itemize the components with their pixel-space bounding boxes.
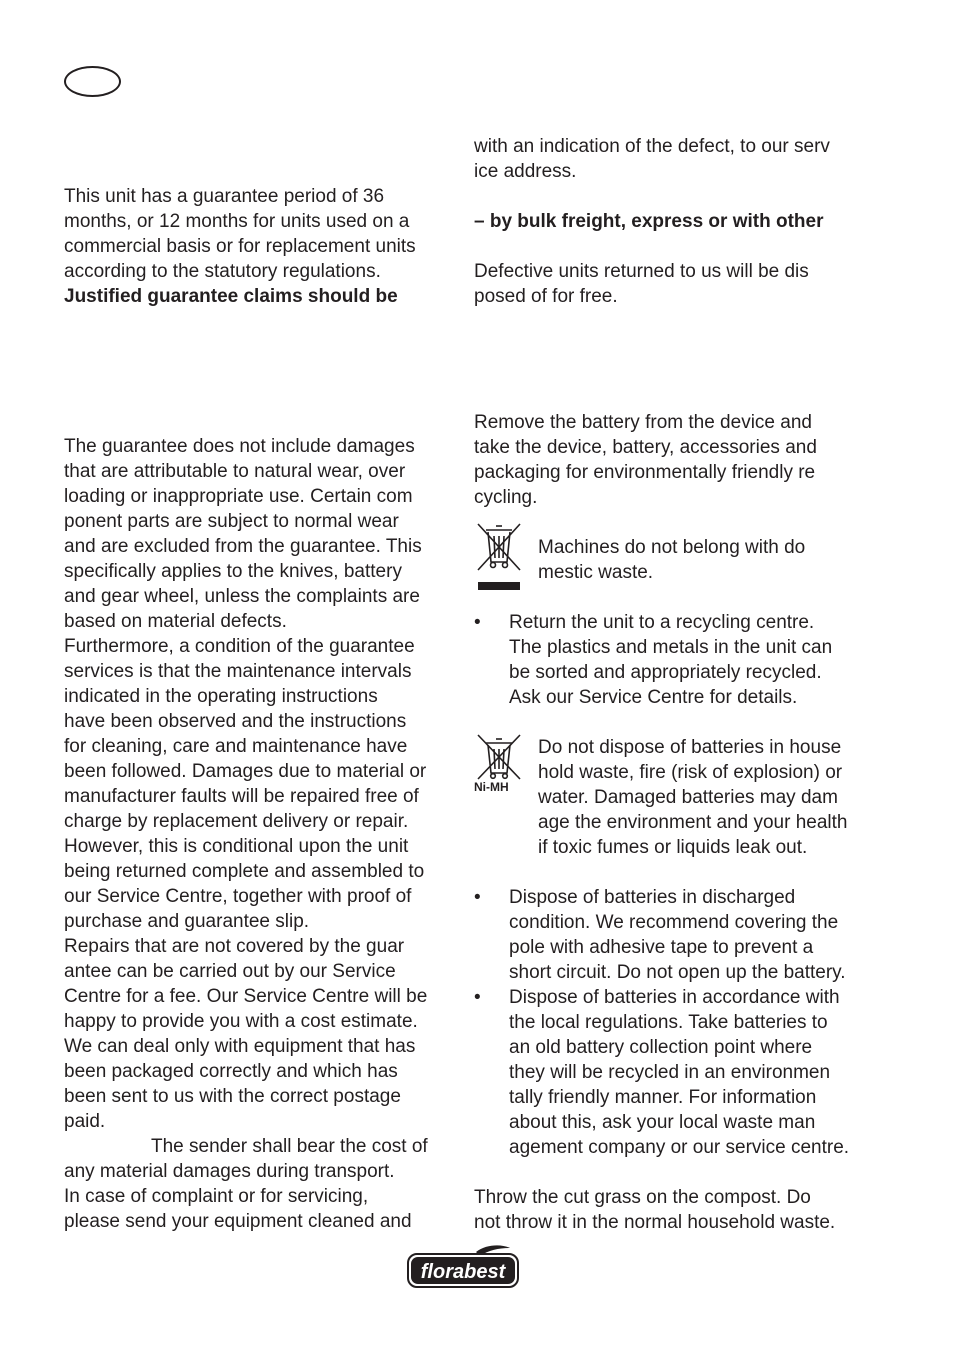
text-line: paid. <box>64 1111 106 1132</box>
text-line: Furthermore, a condition of the guarantee <box>64 636 415 657</box>
text-line: charge by replacement delivery or repair. <box>64 811 409 832</box>
text-line: mestic waste. <box>538 562 654 583</box>
text-line: not throw it in the normal household waste. <box>474 1212 836 1233</box>
text-line: specifically applies to the knives, battery <box>64 561 402 582</box>
text-line: Repairs that are not covered by the guar <box>64 936 405 957</box>
bullet-dot: • <box>474 987 481 1008</box>
text-line: water. Damaged batteries may dam <box>538 787 838 808</box>
text-line: for cleaning, care and maintenance have <box>64 736 408 757</box>
text-line: age the environment and your health <box>538 812 848 833</box>
text-line: our Service Centre, together with proof of <box>64 886 412 907</box>
text-line: with an indication of the defect, to our serv <box>474 136 830 157</box>
text-line: please send your equipment cleaned and <box>64 1211 412 1232</box>
weee-bin-icon <box>474 520 524 597</box>
text-line: loading or inappropriate use. Certain com <box>64 486 413 507</box>
bullet-line: agement company or our service centre. <box>509 1137 850 1158</box>
text-line: services is that the maintenance intervals <box>64 661 412 682</box>
text-line: been followed. Damages due to material or <box>64 761 427 782</box>
sender-cost-line: The sender shall bear the cost of <box>151 1136 428 1157</box>
text-line: being returned complete and assembled to <box>64 861 425 882</box>
bullet-recycling-centre <box>474 610 874 710</box>
warranty-period-text: This unit has a guarantee period of 36 months, or 12 months for units used on a commercial basis or for replacement units according to the statutory regulations. <box>64 186 416 282</box>
bullet-line: The plastics and metals in the unit can <box>509 637 833 658</box>
bullet-line: about this, ask your local waste man <box>509 1112 816 1133</box>
bullet-line: Return the unit to a recycling centre. <box>509 612 815 633</box>
text-line: Remove the battery from the device and <box>474 412 812 433</box>
warranty-sender <box>64 1134 454 1234</box>
text-line: based on material defects. <box>64 611 287 632</box>
bullet-discharged-item <box>474 885 874 985</box>
text-line: cycling. <box>474 487 538 508</box>
text-line: happy to provide you with a cost estimate. <box>64 1011 418 1032</box>
bullet-line: short circuit. Do not open up the battery. <box>509 962 846 983</box>
text-line: ice address. <box>474 161 577 182</box>
bullet-line: condition. We recommend covering the <box>509 912 839 933</box>
florabest-logo <box>406 1244 520 1295</box>
bullet-line: Dispose of batteries in accordance with <box>509 987 840 1008</box>
text-line: indicated in the operating instructions <box>64 686 378 707</box>
text-line: and gear wheel, unless the complaints are <box>64 586 420 607</box>
text-line: if toxic fumes or liquids leak out. <box>538 837 808 858</box>
warranty-claims-bold: Justified guarantee claims should be <box>64 286 398 307</box>
text-line: Machines do not belong with do <box>538 537 806 558</box>
text-line: and are excluded from the guarantee. This <box>64 536 422 557</box>
text-line: Centre for a fee. Our Service Centre will be <box>64 986 428 1007</box>
text-line: However, this is conditional upon the unit <box>64 836 409 857</box>
text-line: manufacturer faults will be repaired free of <box>64 786 419 807</box>
bullet-line: be sorted and appropriately recycled. <box>509 662 822 683</box>
text-line: posed of for free. <box>474 286 618 307</box>
text-line: ponent parts are subject to normal wear <box>64 511 399 532</box>
bullet-discharged-batteries <box>474 885 874 985</box>
bullet-line: an old battery collection point where <box>509 1037 813 1058</box>
text-line: Throw the cut grass on the compost. Do <box>474 1187 811 1208</box>
grass-compost-text <box>474 1185 874 1235</box>
text-line: packaging for environmentally friendly re <box>474 462 816 483</box>
bullet-regulations-item <box>474 985 874 1160</box>
text-line: In case of complaint or for servicing, <box>64 1186 369 1207</box>
bullet-dot: • <box>474 887 481 908</box>
text-line: been sent to us with the correct postage <box>64 1086 401 1107</box>
freight-warning-bold: – by bulk freight, express or with other <box>474 211 824 232</box>
bullet-line: Dispose of batteries in discharged <box>509 887 796 908</box>
text-line: that are attributable to natural wear, over <box>64 461 406 482</box>
machines-waste-text <box>538 535 868 585</box>
warranty-intro <box>64 184 454 309</box>
country-code-oval <box>64 66 121 97</box>
text-line: take the device, battery, accessories and <box>474 437 817 458</box>
text-line: purchase and guarantee slip. <box>64 911 310 932</box>
warranty-conditions <box>64 434 454 1134</box>
text-line: Do not dispose of batteries in house <box>538 737 842 758</box>
text-line: antee can be carried out by our Service <box>64 961 396 982</box>
disposal-intro-text <box>474 410 874 510</box>
text-line: hold waste, fire (risk of explosion) or <box>538 762 843 783</box>
text-line: have been observed and the instructions <box>64 711 407 732</box>
text-line: Defective units returned to us will be dis <box>474 261 809 282</box>
bullet-line: the local regulations. Take batteries to <box>509 1012 828 1033</box>
warranty-address-text <box>474 134 874 184</box>
bullet-line: tally friendly manner. For information <box>509 1087 817 1108</box>
text-line: The guarantee does not include damages <box>64 436 415 457</box>
bullet-line: Ask our Service Centre for details. <box>509 687 798 708</box>
bullet-dot: • <box>474 612 481 633</box>
bullet-recycling-item <box>474 610 874 710</box>
bullet-line: they will be recycled in an environmen <box>509 1062 831 1083</box>
bullet-local-regulations <box>474 985 874 1160</box>
text-line: any material damages during transport. <box>64 1161 395 1182</box>
batteries-waste-text <box>538 735 868 860</box>
logo-text: florabest <box>420 1261 506 1283</box>
defective-units-text <box>474 259 874 309</box>
text-line: We can deal only with equipment that has <box>64 1036 416 1057</box>
text-line: been packaged correctly and which has <box>64 1061 398 1082</box>
nimh-label: Ni-MH <box>474 780 509 794</box>
bullet-line: pole with adhesive tape to prevent a <box>509 937 814 958</box>
